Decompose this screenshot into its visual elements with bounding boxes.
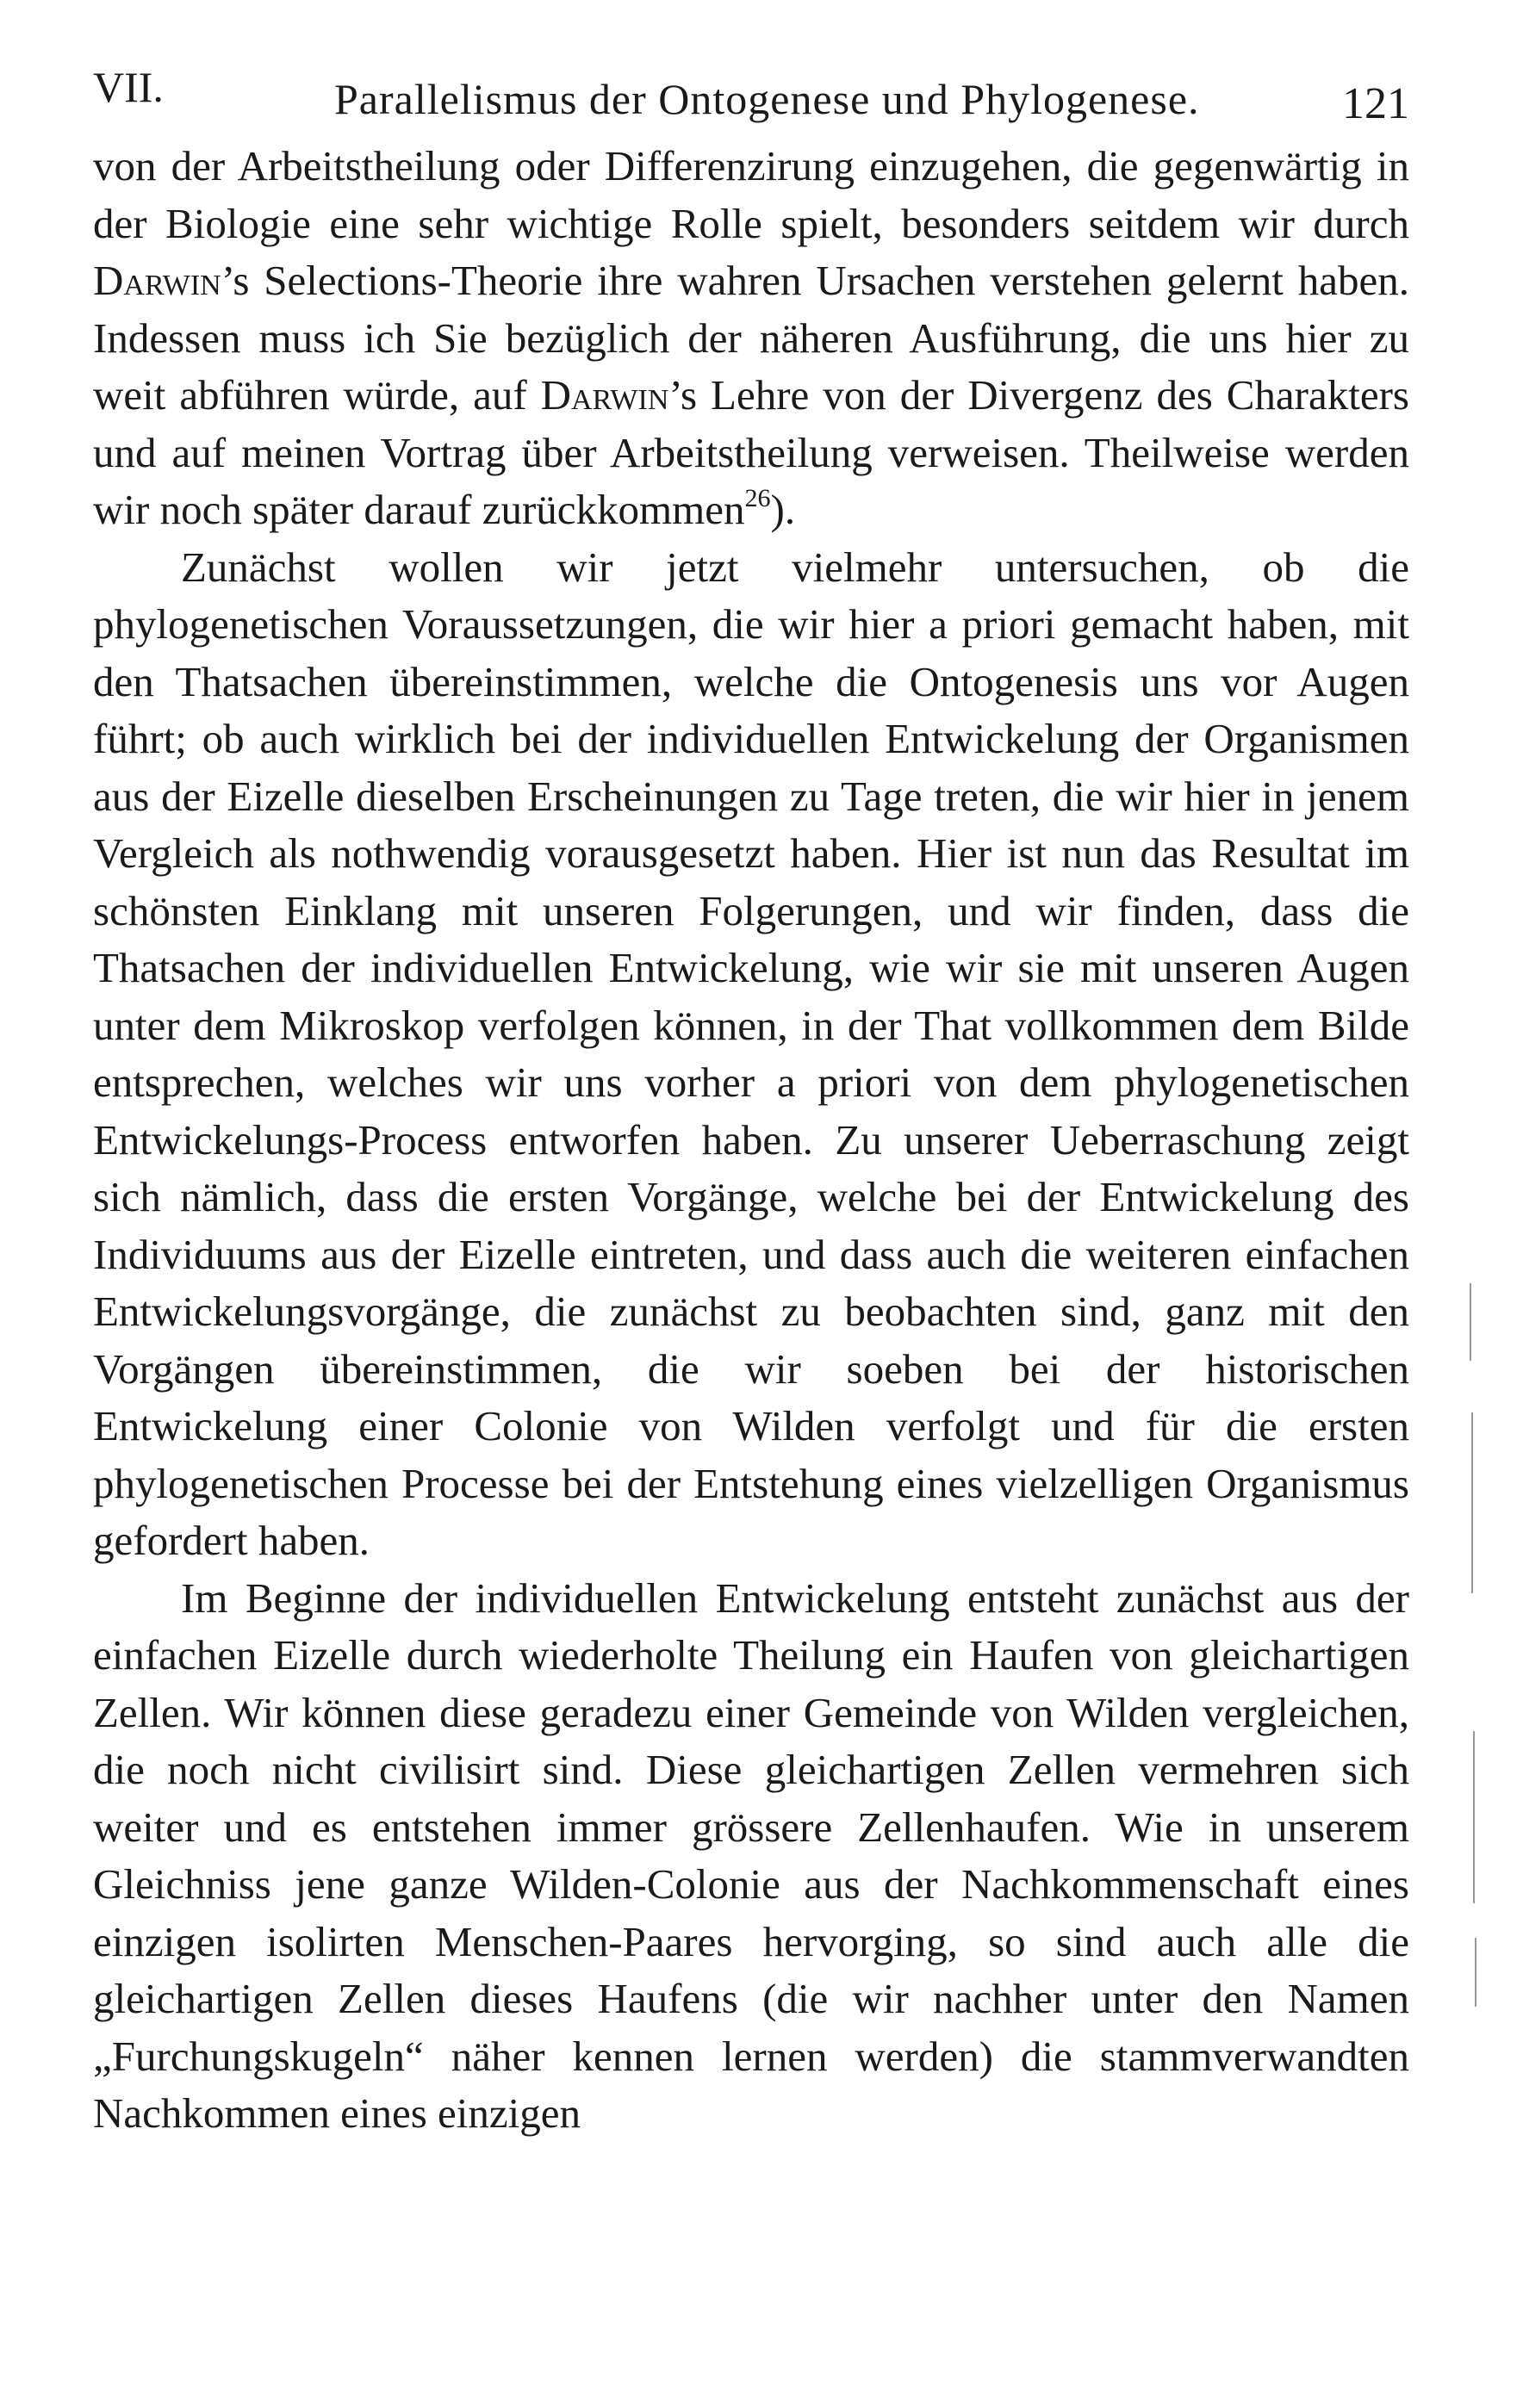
paragraph: [93, 138, 1409, 539]
book-page: [93, 60, 1409, 2143]
text-run: Zunächst wollen wir jetzt vielmehr untersuchen, ob die phylogenetischen Voraussetzungen, die wir hier a priori gemacht haben, mit den Thatsachen übereinstimmen, welche die Ontogenesis uns vor Augen führt; ob auch wirklich bei der individuellen Entwickelung der Organismen aus der Eizelle dieselben Erscheinungen zu Tage treten, die wir hier in jenem Vergleich als nothwendig vorausgesetzt haben. Hier ist nun das Resultat im schönsten Einklang mit unseren Folgerungen, und wir finden, dass die Thatsachen der individuellen Entwickelung, wie wir sie mit unseren Augen unter dem Mikroskop verfolgen können, in der That vollkommen dem Bilde entsprechen, welches wir uns vorher a priori von dem phylogenetischen Entwickelungs-Process entworfen haben. Zu unserer Ueberraschung zeigt sich nämlich, dass die ersten Vorgänge, welche bei der Entwickelung des Individuums aus der Eizelle eintreten, und dass auch die weiteren einfachen Entwickelungsvorgänge, die zunächst zu beobachten sind, ganz mit den Vorgängen übereinstimmen, die wir soeben bei der historischen Entwickelung einer Colonie von Wilden verfolgt und für die ersten phylogenetischen Processe bei der Entstehung eines vielzelligen Organismus gefordert haben.: [93, 543, 1409, 1564]
footnote-ref: 26: [744, 484, 771, 512]
running-title: Parallelismus der Ontogenese und Phylogenese.: [334, 75, 1200, 123]
margin-pencil-marks: [1420, 0, 1523, 2408]
chapter-number: VII.: [93, 63, 164, 111]
margin-line: [1475, 1938, 1476, 2007]
text-run: von der Arbeitstheilung oder Differenzirung einzugehen, die gegenwärtig in der Biologie eine sehr wichtige Rolle spielt, besonders seitdem wir durch: [93, 142, 1409, 247]
text-run: ).: [770, 486, 796, 533]
running-head: [93, 60, 1409, 138]
margin-line: [1471, 1412, 1473, 1593]
margin-line: [1470, 1283, 1471, 1361]
author-name: Darwin: [540, 371, 669, 419]
paragraph: [93, 539, 1409, 1570]
text-run: Im Beginne der individuellen Entwickelung entsteht zunächst aus der einfachen Eizelle durch wiederholte Theilung ein Haufen von gleichartigen Zellen. Wir können diese geradezu einer Gemeinde von Wilden vergleichen, die noch nicht civilisirt sind. Diese gleichartigen Zellen vermehren sich weiter und es entstehen immer grössere Zellenhaufen. Wie in unserem Gleichniss jene ganze Wilden-Colonie aus der Nachkommenschaft eines einzigen isolirten Menschen-Paares hervorging, so sind auch alle die gleichartigen Zellen dieses Haufens (die wir nachher unter den Namen „Furchungskugeln“ näher kennen lernen werden) die stammverwandten Nachkommen eines einzigen: [93, 1573, 1409, 2137]
margin-line: [1473, 1731, 1475, 1903]
text-run: ’s Selections-Theorie ihre wahren Ursachen verstehen gelernt haben. Indessen muss ich Sie bezüglich der näheren Ausführung, die uns hier zu weit abführen würde, auf: [93, 257, 1409, 419]
body-text: [93, 138, 1409, 2143]
text-run: ’s Lehre von der Divergenz des Charakters und auf meinen Vortrag über Arbeitstheilung verweisen. Theilweise werden wir noch später darauf zurückkommen: [93, 371, 1409, 533]
paragraph: [93, 1570, 1409, 2143]
author-name: Darwin: [93, 257, 221, 304]
page-number: 121: [1342, 79, 1409, 128]
